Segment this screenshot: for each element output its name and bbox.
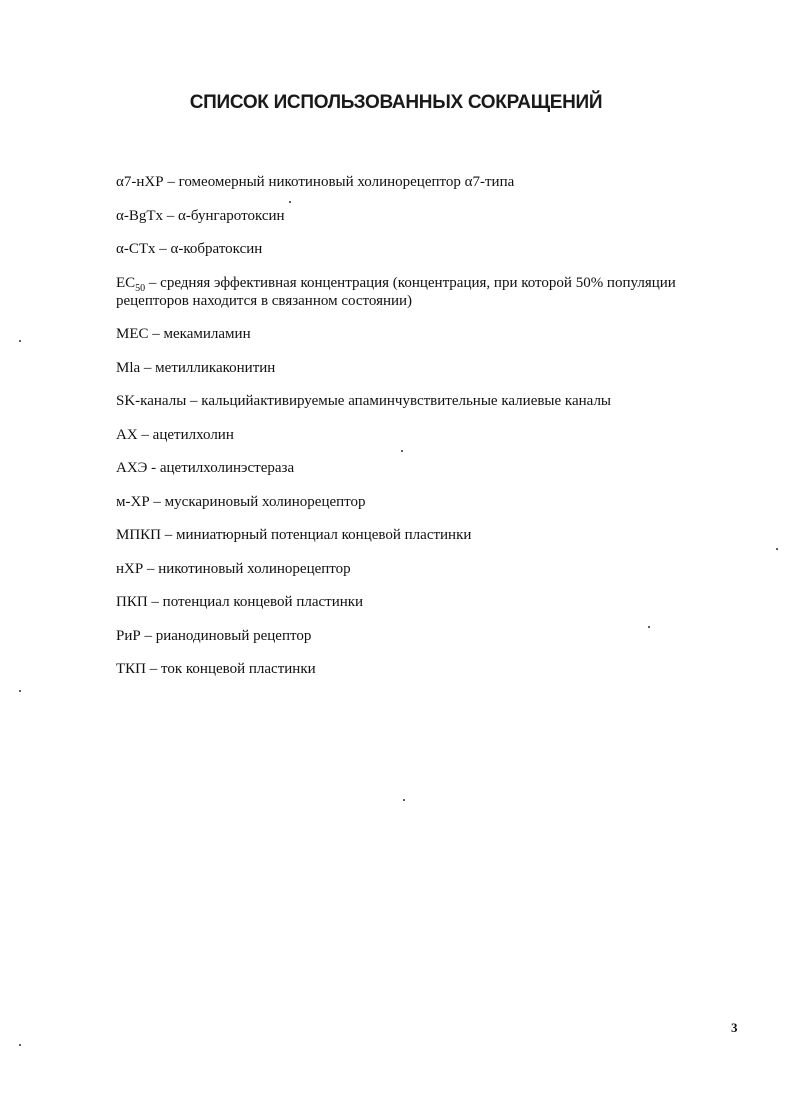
abbreviation-definition: потенциал концевой пластинки [162, 594, 364, 610]
scan-speck [19, 340, 21, 342]
list-item [116, 593, 726, 611]
abbreviation-term: α-CTx [116, 241, 156, 257]
list-item [116, 426, 726, 444]
separator: - [147, 460, 160, 476]
abbreviation-term: α7-нХР [116, 174, 164, 190]
scan-speck [648, 626, 650, 628]
list-item [116, 627, 726, 645]
abbreviation-definition: ацетилхолинэстераза [159, 460, 295, 476]
abbreviation-term: АХЭ [116, 460, 148, 476]
list-item [116, 359, 726, 377]
separator: – [140, 359, 156, 376]
abbreviation-definition: миниатюрный потенциал концевой пластинки [176, 527, 472, 543]
abbreviation-definition: гомеомерный никотиновый холинорецептор α7-типа [178, 174, 515, 190]
list-item [116, 240, 726, 258]
abbreviation-definition: метилликаконитин [155, 359, 276, 376]
abbreviation-term: АХ [116, 426, 138, 443]
abbreviation-term: МПКП [116, 527, 162, 543]
abbreviation-definition: α-кобратоксин [170, 241, 263, 257]
separator: – [163, 174, 179, 190]
abbreviation-definition: кальцийактивируемые апаминчувствительные калиевые каналы [201, 393, 612, 409]
scan-speck [403, 799, 405, 801]
abbreviation-term: SK-каналы [116, 393, 187, 409]
abbreviation-term [116, 274, 146, 294]
separator: – [163, 207, 179, 224]
scan-speck [19, 690, 21, 692]
abbreviation-definition: никотиновый холинорецептор [158, 560, 351, 577]
abbreviation-term: ПКП [116, 594, 148, 610]
list-item [116, 560, 726, 578]
term-subscript: 50 [135, 282, 146, 294]
scan-speck [776, 548, 778, 550]
separator: – [145, 274, 161, 291]
separator: – [148, 326, 164, 342]
abbreviation-term: Mla [116, 359, 141, 376]
abbreviation-definition: ацетилхолин [152, 426, 234, 443]
separator: – [161, 527, 177, 543]
list-item [116, 325, 726, 343]
scan-speck [19, 1044, 21, 1046]
list-item [116, 459, 726, 477]
list-item [116, 660, 726, 678]
separator: – [140, 627, 156, 644]
separator: – [147, 594, 163, 610]
abbreviation-definition: средняя эффективная концентрация (концентрация, при которой 50% популяции рецепторов находится в связанном состоянии) [116, 274, 676, 309]
term-base: EC [116, 274, 136, 291]
scan-speck [401, 450, 403, 452]
scan-speck [289, 201, 291, 203]
list-item [116, 493, 726, 511]
separator: – [146, 661, 161, 677]
separator: – [155, 241, 171, 257]
list-item [116, 392, 726, 410]
list-item [116, 274, 726, 310]
separator: – [149, 493, 165, 510]
list-item [116, 173, 726, 191]
abbreviation-definition: мускариновый холинорецептор [164, 493, 366, 510]
abbreviation-term: нХР [116, 560, 144, 577]
abbreviation-term: ТКП [116, 661, 146, 677]
abbreviation-term: α-BgTx [116, 207, 164, 224]
abbreviation-definition: α-бунгаротоксин [178, 207, 285, 224]
page-number: 3 [731, 1020, 738, 1035]
abbreviation-definition: ток концевой пластинки [161, 661, 316, 677]
abbreviation-definition: рианодиновый рецептор [155, 627, 312, 644]
abbreviation-definition: мекамиламин [163, 326, 251, 342]
abbreviation-term: РиР [116, 627, 141, 644]
separator: – [137, 426, 153, 443]
abbreviation-list [116, 173, 726, 694]
abbreviation-term: MEC [116, 326, 149, 342]
list-item [116, 207, 726, 225]
page-title: СПИСОК ИСПОЛЬЗОВАННЫХ СОКРАЩЕНИЙ [189, 92, 603, 113]
list-item [116, 526, 726, 544]
abbreviation-term: м-ХР [116, 493, 150, 510]
separator: – [143, 560, 159, 577]
separator: – [186, 393, 202, 409]
